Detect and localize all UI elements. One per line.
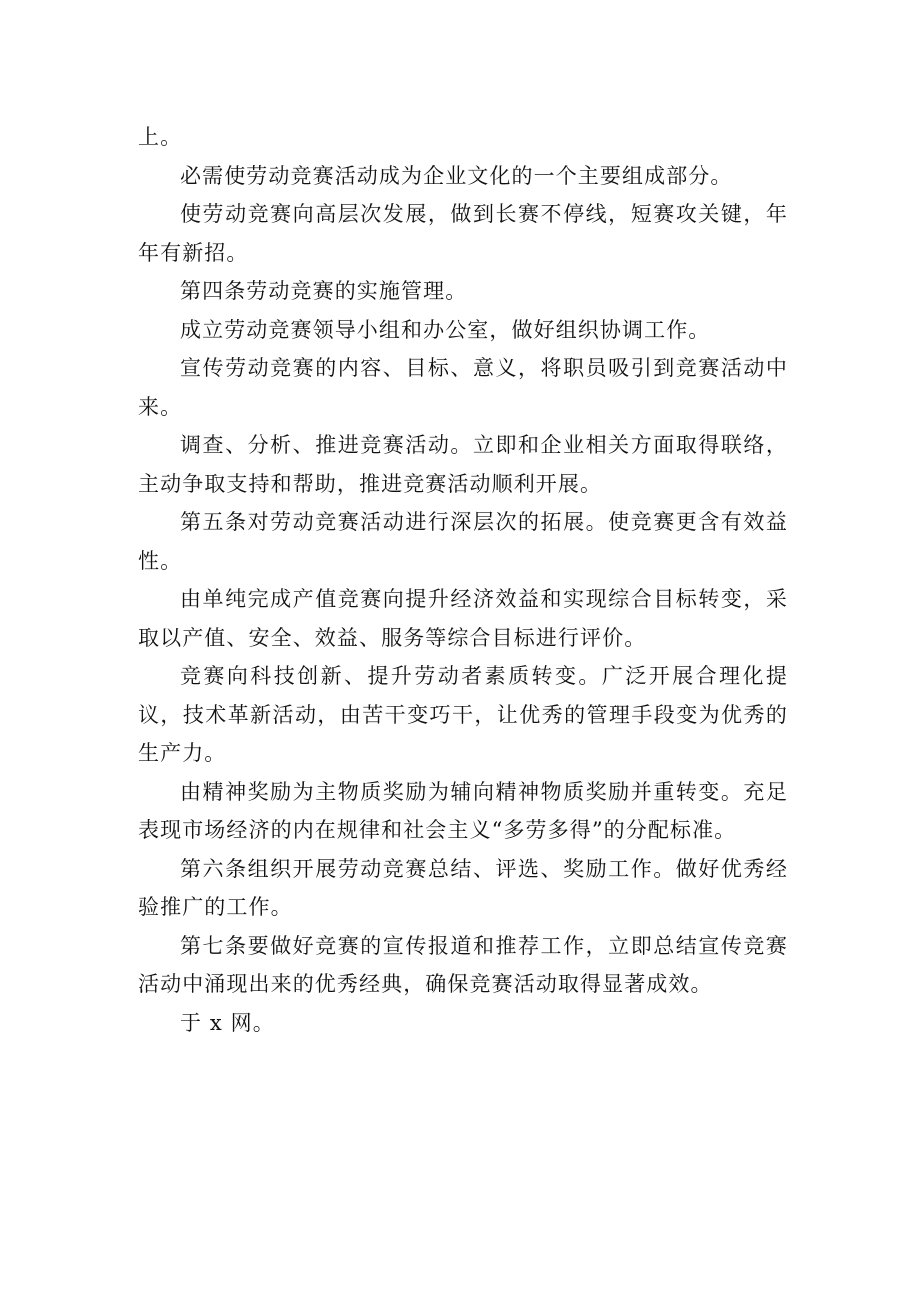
paragraph: 由精神奖励为主物质奖励为辅向精神物质奖励并重转变。充足表现市场经济的内在规律和社会主义“多劳多得”的分配标准。 (138, 779, 788, 842)
paragraph: 由单纯完成产值竞赛向提升经济效益和实现综合目标转变，采取以产值、安全、效益、服务等综合目标进行评价。 (138, 587, 788, 650)
source-note: 于 x 网。 (180, 1010, 275, 1035)
document-body (138, 118, 788, 1042)
paragraph: 必需使劳动竞赛活动成为企业文化的一个主要组成部分。 (180, 163, 733, 188)
paragraph: 调查、分析、推进竞赛活动。立即和企业相关方面取得联络，主动争取支持和帮助，推进竞赛活动顺利开展。 (138, 433, 788, 496)
article-heading: 第六条组织开展劳动竞赛总结、评选、奖励工作。做好优秀经验推广的工作。 (138, 856, 788, 919)
paragraph: 使劳动竞赛向高层次发展，做到长赛不停线，短赛攻关键，年年有新招。 (138, 202, 788, 265)
article-heading: 第五条对劳动竞赛活动进行深层次的拓展。使竞赛更含有效益性。 (138, 510, 788, 573)
paragraph: 竞赛向科技创新、提升劳动者素质转变。广泛开展合理化提议，技术革新活动，由苦干变巧干，让优秀的管理手段变为优秀的生产力。 (138, 664, 788, 765)
paragraph: 宣传劳动竞赛的内容、目标、意义，将职员吸引到竞赛活动中来。 (138, 356, 788, 419)
article-heading: 第七条要做好竞赛的宣传报道和推荐工作，立即总结宣传竞赛活动中涌现出来的优秀经典，确保竞赛活动取得显著成效。 (138, 933, 788, 996)
article-heading: 第四条劳动竞赛的实施管理。 (180, 279, 468, 303)
paragraph-continuation: 上。 (138, 125, 183, 149)
paragraph: 成立劳动竞赛领导小组和办公室，做好组织协调工作。 (180, 317, 711, 342)
